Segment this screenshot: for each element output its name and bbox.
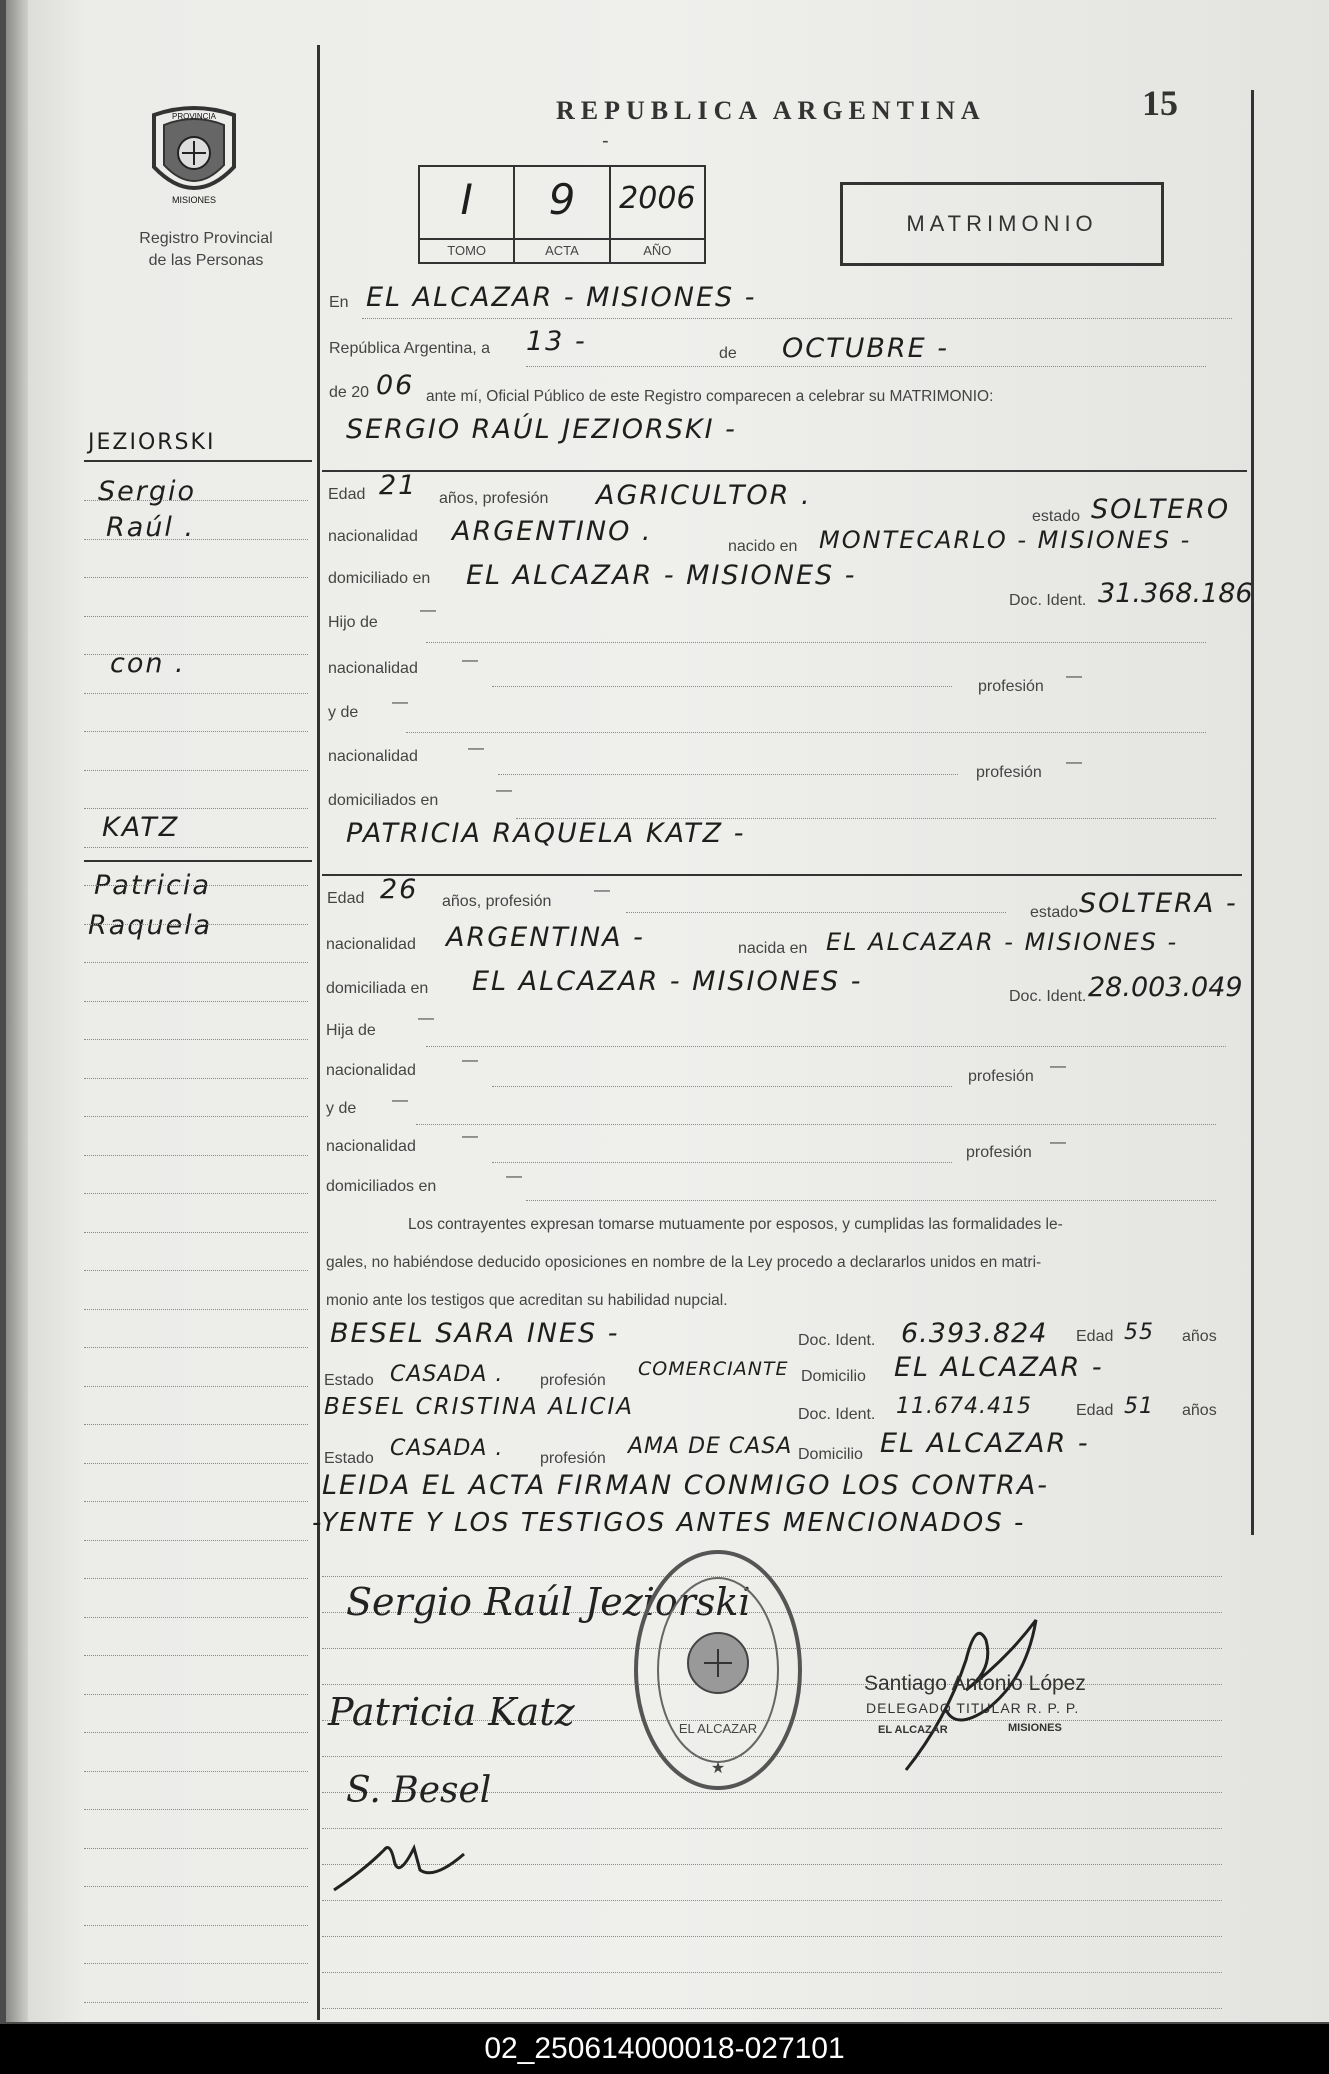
margin-dotted-row	[84, 1578, 308, 1579]
witness2-doc: 11.674.415	[896, 1394, 1032, 1419]
binding-edge	[6, 0, 28, 2022]
groom-estado: SOLTERO	[1091, 494, 1231, 525]
tomo-value: I	[460, 175, 473, 224]
groom-mother-nac-label: nacionalidad	[328, 748, 418, 765]
month-value: OCTUBRE -	[782, 333, 950, 364]
bride-margin-first: Patricia	[94, 870, 211, 901]
margin-dotted-row	[84, 885, 308, 886]
place-line	[362, 318, 1232, 319]
anio-label: AÑO	[611, 238, 704, 262]
witness2-signature-icon	[324, 1830, 474, 1900]
acta-cell	[515, 167, 610, 262]
groom-margin-second: Raúl .	[106, 512, 196, 543]
margin-dotted-row	[84, 1039, 308, 1040]
groom-father-nac-dash: —	[462, 652, 478, 669]
signature-dotted-row	[322, 1828, 1222, 1829]
margin-dotted-row	[84, 731, 308, 732]
margin-dotted-row	[84, 1963, 308, 1964]
official-name: Santiago Antonio López	[864, 1672, 1086, 1695]
groom-domiciliado-label: domiciliado en	[328, 570, 431, 587]
witness1-anos-label: años	[1182, 1328, 1217, 1345]
groom-doc-label: Doc. Ident.	[1009, 592, 1087, 609]
margin-dotted-row	[84, 500, 308, 501]
margin-dotted-row	[84, 924, 308, 925]
tomo-cell	[420, 167, 515, 262]
witness2-age: 51	[1124, 1394, 1154, 1419]
bride-doc-label: Doc. Ident.	[1009, 988, 1087, 1005]
groom-name-rule	[322, 470, 1247, 472]
svg-text:★: ★	[710, 1760, 726, 1777]
bride-father-nac-label: nacionalidad	[326, 1062, 416, 1079]
margin-dotted-row	[84, 1655, 308, 1656]
tomo-label: TOMO	[420, 238, 513, 262]
year-suffix: 06	[376, 370, 415, 401]
signature-dotted-row	[322, 1900, 1222, 1901]
registry-name	[106, 228, 306, 272]
bride-mother-nac-label: nacionalidad	[326, 1138, 416, 1155]
margin-dotted-row	[84, 1771, 308, 1772]
margin-dotted-row	[84, 693, 308, 694]
year-prefix: de 20	[329, 384, 370, 401]
bride-anos-label: años, profesión	[442, 893, 552, 910]
republica-label: República Argentina, a	[329, 340, 490, 357]
bride-mother-nac-dash: —	[462, 1128, 478, 1145]
official-province: MISIONES	[1008, 1722, 1062, 1734]
date-line	[526, 366, 1206, 367]
witness1-name: BESEL SARA INES -	[330, 1318, 620, 1349]
bride-margin-rule	[84, 860, 312, 862]
witness1-doc-label: Doc. Ident.	[798, 1332, 876, 1349]
groom-nationality: ARGENTINO .	[452, 516, 653, 547]
bride-estado-label: estado	[1030, 904, 1079, 921]
signature-dotted-row	[322, 2008, 1222, 2009]
official-place: EL ALCAZAR	[878, 1724, 948, 1736]
groom-signature: Sergio Raúl Jeziorski	[346, 1580, 751, 1624]
province-emblem-icon	[146, 105, 242, 210]
place-value: EL ALCAZAR - MISIONES -	[366, 282, 757, 313]
margin-dotted-row	[84, 1809, 308, 1810]
groom-father-prof-dash: —	[1066, 668, 1082, 685]
witness1-prof-label: profesión	[540, 1372, 606, 1389]
declaration-line-3: monio ante los testigos que acreditan su habilidad nupcial.	[326, 1292, 728, 1309]
file-id-bar: 02_250614000018-027101	[0, 2024, 1329, 2074]
seal-place-text: EL ALCAZAR	[678, 1721, 758, 1736]
groom-yde-label: y de	[328, 704, 359, 721]
groom-domiciliados-dash: —	[496, 782, 512, 799]
bride-estado: SOLTERA -	[1079, 888, 1238, 919]
margin-dotted-row	[84, 1540, 308, 1541]
groom-yde-dash: —	[392, 694, 408, 711]
groom-margin-con: con .	[110, 648, 186, 679]
margin-dotted-row	[84, 1694, 308, 1695]
margin-dotted-row	[84, 1001, 308, 1002]
bride-father-prof-dash: —	[1050, 1058, 1066, 1075]
bride-name-rule	[322, 874, 1242, 876]
groom-mother-nac-line	[498, 774, 958, 775]
groom-margin-surname: JEZIORSKI	[88, 430, 216, 455]
groom-nacionalidad-label: nacionalidad	[328, 528, 418, 545]
bride-age: 26	[380, 874, 419, 905]
closing-line-1: LEIDA EL ACTA FIRMAN CONMIGO LOS CONTRA-	[322, 1470, 1050, 1501]
margin-dotted-row	[84, 1155, 308, 1156]
bride-hija-label: Hija de	[326, 1022, 376, 1039]
bride-hija-dash: —	[418, 1010, 434, 1027]
de-label: de	[719, 345, 737, 362]
emblem-bottom-text: MISIONES	[171, 195, 217, 205]
witness2-doc-label: Doc. Ident.	[798, 1406, 876, 1423]
margin-dotted-row	[84, 1116, 308, 1117]
witness1-age: 55	[1124, 1320, 1154, 1345]
bride-nationality: ARGENTINA -	[446, 922, 645, 953]
groom-father-nac-label: nacionalidad	[328, 660, 418, 677]
groom-mother-nac-dash: —	[468, 740, 484, 757]
margin-dotted-row	[84, 1232, 308, 1233]
groom-anos-label: años, profesión	[439, 490, 549, 507]
margin-dotted-row	[84, 1078, 308, 1079]
bride-hija-line	[426, 1046, 1226, 1047]
groom-doc: 31.368.186	[1098, 578, 1253, 609]
margin-dotted-row	[84, 1617, 308, 1618]
bride-signature: Patricia Katz	[328, 1690, 575, 1734]
bride-mother-prof-label: profesión	[966, 1144, 1032, 1161]
bride-nacionalidad-label: nacionalidad	[326, 936, 416, 953]
bride-margin-surname: KATZ	[102, 812, 180, 843]
bride-father-prof-label: profesión	[968, 1068, 1034, 1085]
margin-dotted-row	[84, 1309, 308, 1310]
margin-dotted-row	[84, 847, 308, 848]
witness1-signature: S. Besel	[346, 1770, 492, 1811]
bride-father-nac-dash: —	[462, 1052, 478, 1069]
witness2-name: BESEL CRISTINA ALICIA	[324, 1394, 634, 1420]
groom-margin-first: Sergio	[98, 476, 197, 507]
margin-dotted-row	[84, 770, 308, 771]
bride-doc: 28.003.049	[1088, 972, 1243, 1003]
margin-dotted-row	[84, 1886, 308, 1887]
witness2-anos-label: años	[1182, 1402, 1217, 1419]
signature-dotted-row	[322, 1936, 1222, 1937]
document-type-box: MATRIMONIO	[840, 182, 1164, 266]
groom-domicile: EL ALCAZAR - MISIONES -	[466, 560, 857, 591]
margin-dotted-row	[84, 1501, 308, 1502]
witness2-domicilio-label: Domicilio	[798, 1446, 863, 1463]
groom-hijo-dash: —	[420, 602, 436, 619]
official-title: DELEGADO TITULAR R. P. P.	[866, 1700, 1080, 1716]
witness2-estado-label: Estado	[324, 1450, 374, 1467]
witness1-domicilio-label: Domicilio	[801, 1368, 866, 1385]
witness1-doc: 6.393.824	[901, 1318, 1048, 1349]
groom-father-prof-label: profesión	[978, 678, 1044, 695]
groom-full-name: SERGIO RAÚL JEZIORSKI -	[346, 414, 737, 445]
groom-profession: AGRICULTOR .	[596, 480, 812, 511]
witness2-prof-label: profesión	[540, 1450, 606, 1467]
closing-line-2: -YENTE Y LOS TESTIGOS ANTES MENCIONADOS -	[312, 1508, 1026, 1538]
title-tick: -	[602, 130, 609, 152]
margin-dotted-row	[84, 539, 308, 540]
margin-dotted-row	[84, 1193, 308, 1194]
margin-dotted-row	[84, 1848, 308, 1849]
groom-birthplace: MONTECARLO - MISIONES -	[819, 526, 1192, 554]
groom-mother-prof-dash: —	[1066, 754, 1082, 771]
bride-domiciliados-dash: —	[506, 1168, 522, 1185]
right-rule	[1251, 90, 1254, 1535]
acta-value: 9	[548, 175, 576, 224]
margin-dotted-row	[84, 654, 308, 655]
margin-dotted-row	[84, 962, 308, 963]
witness2-domicile: EL ALCAZAR -	[880, 1428, 1090, 1459]
witness1-domicile: EL ALCAZAR -	[894, 1352, 1104, 1383]
bride-domiciliados-label: domiciliados en	[326, 1178, 437, 1195]
groom-mother-line	[406, 732, 1206, 733]
groom-margin-rule	[84, 460, 312, 462]
declaration-line-2: gales, no habiéndose deducido oposiciones en nombre de la Ley procedo a declararlos unidos en matri-	[326, 1254, 1042, 1271]
margin-dotted-row	[84, 616, 308, 617]
groom-edad-label: Edad	[328, 486, 366, 503]
groom-mother-prof-label: profesión	[976, 764, 1042, 781]
document-page	[6, 0, 1329, 2022]
groom-hijo-line	[426, 642, 1206, 643]
witness1-estado-label: Estado	[324, 1372, 374, 1389]
groom-father-nac-line	[492, 686, 952, 687]
groom-domiciliados-label: domiciliados en	[328, 792, 439, 809]
bride-mother-nac-line	[492, 1162, 952, 1163]
bride-yde-label: y de	[326, 1100, 357, 1117]
ante-text: ante mí, Oficial Público de este Registro comparecen a celebrar su MATRIMONIO:	[426, 388, 994, 405]
margin-dotted-row	[84, 2002, 308, 2003]
round-seal-caption	[306, 1520, 336, 1521]
bride-full-name: PATRICIA RAQUELA KATZ -	[346, 818, 746, 849]
en-label: En	[329, 294, 349, 311]
witness1-edad-label: Edad	[1076, 1328, 1114, 1345]
bride-nacida-label: nacida en	[738, 940, 808, 957]
registry-line-1: Registro Provincial	[139, 230, 273, 247]
emblem-top-text: PROVINCIA	[171, 112, 217, 121]
bride-yde-dash: —	[392, 1092, 408, 1109]
witness2-estado: CASADA .	[390, 1436, 504, 1461]
margin-dotted-row	[84, 1424, 308, 1425]
anio-value: 2006	[619, 181, 696, 216]
witness1-estado: CASADA .	[390, 1362, 504, 1387]
bride-mother-prof-dash: —	[1050, 1134, 1066, 1151]
bride-domiciliada-label: domiciliada en	[326, 980, 429, 997]
day-value: 13 -	[526, 326, 587, 357]
groom-nacido-label: nacido en	[728, 538, 798, 555]
margin-dotted-row	[84, 1386, 308, 1387]
signature-dotted-row	[322, 1972, 1222, 1973]
bride-domiciliados-line	[526, 1200, 1216, 1201]
registry-line-2: de las Personas	[148, 252, 264, 269]
bride-edad-label: Edad	[327, 890, 365, 907]
witness2-profession: AMA DE CASA	[628, 1434, 793, 1459]
witness1-profession: COMERCIANTE	[638, 1358, 789, 1380]
margin-dotted-row	[84, 1732, 308, 1733]
margin-dotted-row	[84, 808, 308, 809]
bride-domicile: EL ALCAZAR - MISIONES -	[472, 966, 863, 997]
acta-label: ACTA	[515, 238, 608, 262]
margin-dotted-row	[84, 577, 308, 578]
anio-cell	[611, 167, 704, 262]
bride-prof-dash: —	[594, 882, 610, 899]
witness2-edad-label: Edad	[1076, 1402, 1114, 1419]
groom-estado-label: estado	[1032, 508, 1081, 525]
margin-rule	[317, 45, 320, 2020]
page-number: 15	[1142, 83, 1178, 123]
tomo-acta-box	[418, 165, 706, 264]
country-title: REPUBLICA ARGENTINA	[556, 96, 986, 125]
groom-age: 21	[379, 470, 418, 501]
bride-birthplace: EL ALCAZAR - MISIONES -	[826, 928, 1179, 956]
groom-hijo-label: Hijo de	[328, 614, 378, 631]
margin-dotted-row	[84, 1270, 308, 1271]
bride-mother-line	[416, 1124, 1216, 1125]
declaration-line-1: Los contrayentes expresan tomarse mutuamente por esposos, y cumplidas las formalidades le-	[408, 1216, 1063, 1233]
margin-dotted-row	[84, 1347, 308, 1348]
registry-round-seal-icon	[628, 1545, 808, 1795]
margin-dotted-row	[84, 1463, 308, 1464]
bride-prof-line	[626, 912, 1006, 913]
bride-father-nac-line	[492, 1086, 952, 1087]
bride-margin-second: Raquela	[88, 910, 213, 941]
margin-dotted-row	[84, 1925, 308, 1926]
